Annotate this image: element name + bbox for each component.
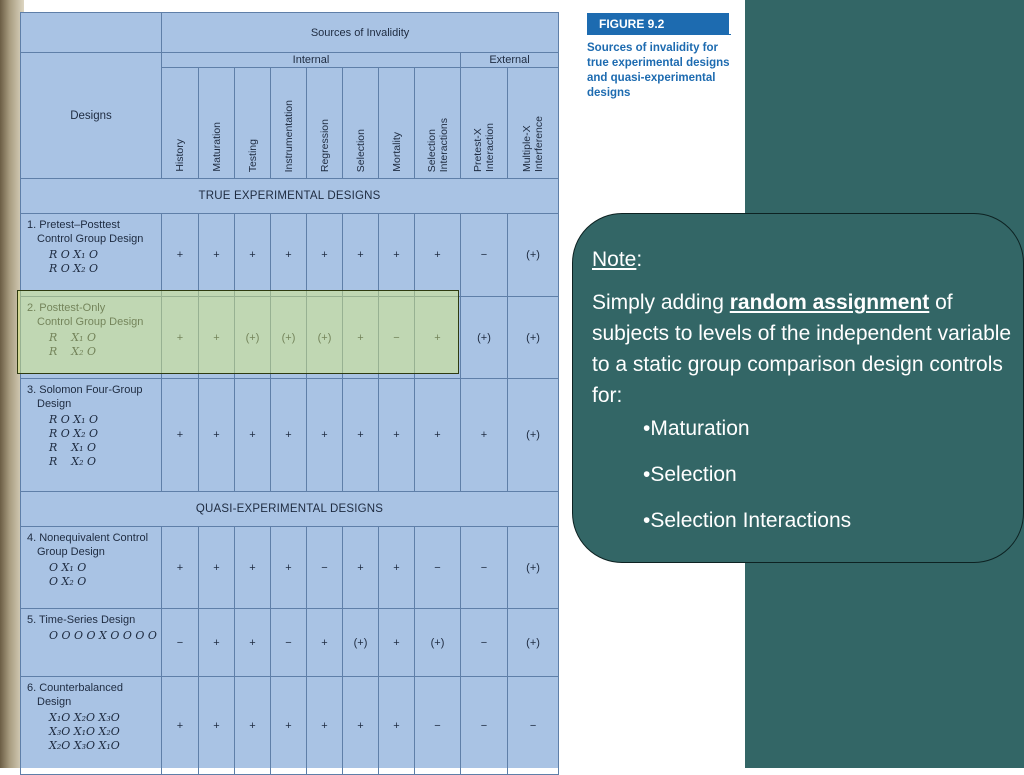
invalidity-mark: (+) bbox=[508, 297, 559, 379]
invalidity-mark: + bbox=[461, 379, 508, 492]
invalidity-mark: (+) bbox=[508, 214, 559, 297]
invalidity-mark: + bbox=[343, 677, 379, 775]
design-notation: R X₁ O R X₂ O bbox=[49, 331, 97, 358]
column-header-label: Instrumentation bbox=[282, 99, 295, 172]
design-notation: O X₁ O O X₂ O bbox=[49, 561, 87, 588]
invalidity-table-scan bbox=[20, 12, 558, 768]
note-body bbox=[592, 287, 1013, 411]
invalidity-mark: (+) bbox=[508, 379, 559, 492]
column-header bbox=[271, 68, 307, 179]
invalidity-mark: + bbox=[379, 379, 415, 492]
figure-tag: FIGURE 9.2 bbox=[587, 13, 729, 35]
design-name-cell bbox=[21, 379, 162, 492]
table-row bbox=[21, 379, 559, 492]
invalidity-mark: + bbox=[162, 527, 199, 609]
invalidity-mark: + bbox=[235, 527, 271, 609]
column-header bbox=[415, 68, 461, 179]
table-row bbox=[21, 677, 559, 775]
invalidity-mark: − bbox=[162, 609, 199, 677]
design-name-cell bbox=[21, 527, 162, 609]
note-heading bbox=[592, 244, 1013, 275]
note-callout bbox=[572, 213, 1024, 563]
design-notation: R O X₁ O R O X₂ O R X₁ O R X₂ O bbox=[49, 413, 99, 468]
invalidity-mark: + bbox=[271, 379, 307, 492]
invalidity-mark: + bbox=[235, 609, 271, 677]
design-name-continued: Design bbox=[37, 696, 72, 708]
internal-header: Internal bbox=[162, 53, 461, 68]
column-header bbox=[307, 68, 343, 179]
note-heading-label: Note bbox=[592, 248, 637, 271]
invalidity-mark: − bbox=[415, 527, 461, 609]
invalidity-mark: + bbox=[415, 379, 461, 492]
column-header-label: Multiple-X Interference bbox=[521, 115, 546, 172]
invalidity-mark: (+) bbox=[235, 297, 271, 379]
column-header-label: Selection bbox=[354, 128, 367, 172]
invalidity-mark: + bbox=[379, 609, 415, 677]
invalidity-mark: (+) bbox=[461, 297, 508, 379]
table-row bbox=[21, 527, 559, 609]
invalidity-mark: − bbox=[508, 677, 559, 775]
invalidity-mark: − bbox=[461, 527, 508, 609]
design-name-continued: Design bbox=[37, 398, 72, 410]
invalidity-mark: + bbox=[343, 527, 379, 609]
invalidity-mark: + bbox=[415, 297, 461, 379]
design-name-cell bbox=[21, 214, 162, 297]
invalidity-mark: − bbox=[461, 677, 508, 775]
note-bullet: •Maturation bbox=[643, 417, 750, 440]
note-heading-colon: : bbox=[636, 248, 643, 271]
table-row bbox=[21, 297, 559, 379]
invalidity-mark: + bbox=[379, 527, 415, 609]
column-header-label: Selection Interactions bbox=[425, 117, 450, 172]
invalidity-mark: − bbox=[307, 527, 343, 609]
column-header bbox=[199, 68, 235, 179]
design-name: 3. Solomon Four-Group bbox=[27, 384, 143, 396]
section-title: QUASI-EXPERIMENTAL DESIGNS bbox=[21, 492, 559, 527]
invalidity-mark: + bbox=[343, 214, 379, 297]
invalidity-mark: − bbox=[461, 214, 508, 297]
column-header bbox=[162, 68, 199, 179]
design-name-continued: Control Group Design bbox=[37, 316, 144, 328]
invalidity-mark: − bbox=[461, 609, 508, 677]
column-header-label: Regression bbox=[318, 118, 331, 172]
invalidity-mark: + bbox=[199, 379, 235, 492]
invalidity-mark: (+) bbox=[307, 297, 343, 379]
invalidity-mark: + bbox=[343, 379, 379, 492]
invalidity-mark: + bbox=[199, 297, 235, 379]
invalidity-mark: (+) bbox=[343, 609, 379, 677]
design-notation: R O X₁ O R O X₂ O bbox=[49, 248, 99, 275]
invalidity-mark: + bbox=[307, 379, 343, 492]
invalidity-mark: + bbox=[379, 677, 415, 775]
column-header-label: Testing bbox=[246, 138, 259, 172]
section-title: TRUE EXPERIMENTAL DESIGNS bbox=[21, 179, 559, 214]
invalidity-mark: + bbox=[162, 297, 199, 379]
column-header bbox=[508, 68, 559, 179]
external-header: External bbox=[461, 53, 559, 68]
invalidity-mark: (+) bbox=[415, 609, 461, 677]
design-name: 6. Counterbalanced bbox=[27, 682, 124, 694]
table-row bbox=[21, 214, 559, 297]
design-name-cell bbox=[21, 297, 162, 379]
invalidity-mark: + bbox=[307, 677, 343, 775]
note-text-after: of subjects to levels of the independent variable to a static group comparison design controls for: bbox=[592, 291, 1012, 407]
design-name-cell bbox=[21, 677, 162, 775]
invalidity-table bbox=[20, 12, 559, 775]
column-header-label: Maturation bbox=[210, 122, 223, 172]
invalidity-mark: + bbox=[162, 379, 199, 492]
invalidity-mark: + bbox=[199, 527, 235, 609]
design-name-continued: Control Group Design bbox=[37, 233, 144, 245]
designs-header: Designs bbox=[21, 53, 162, 179]
table-row bbox=[21, 609, 559, 677]
column-header-label: Mortality bbox=[390, 132, 403, 172]
design-name: 2. Posttest-Only bbox=[27, 302, 106, 314]
invalidity-mark: + bbox=[271, 527, 307, 609]
invalidity-mark: − bbox=[415, 677, 461, 775]
invalidity-mark: + bbox=[199, 214, 235, 297]
invalidity-mark: + bbox=[199, 609, 235, 677]
design-notation: O O O O X O O O O bbox=[49, 629, 157, 642]
figure-caption: Sources of invalidity for true experimental designs and quasi-experimental designs bbox=[587, 42, 730, 99]
invalidity-mark: + bbox=[271, 677, 307, 775]
invalidity-mark: + bbox=[235, 677, 271, 775]
design-name-continued: Group Design bbox=[37, 546, 105, 558]
column-header-label: Pretest-X Interaction bbox=[472, 122, 496, 172]
column-header bbox=[461, 68, 508, 179]
invalidity-mark: − bbox=[379, 297, 415, 379]
design-name: 4. Nonequivalent Control bbox=[27, 532, 149, 544]
invalidity-mark: + bbox=[379, 214, 415, 297]
invalidity-mark: + bbox=[235, 214, 271, 297]
design-notation: X₁O X₂O X₃O X₃O X₁O X₂O X₂O X₃O X₁O bbox=[49, 711, 120, 752]
note-bullet: •Selection Interactions bbox=[643, 509, 852, 532]
invalidity-mark: + bbox=[343, 297, 379, 379]
invalidity-mark: (+) bbox=[508, 609, 559, 677]
invalidity-mark: (+) bbox=[508, 527, 559, 609]
invalidity-mark: − bbox=[271, 609, 307, 677]
note-bullet-list bbox=[592, 413, 1013, 536]
design-name: 5. Time-Series Design bbox=[27, 614, 136, 626]
design-name-cell bbox=[21, 609, 162, 677]
invalidity-mark: + bbox=[235, 379, 271, 492]
invalidity-mark: + bbox=[271, 214, 307, 297]
column-header-label: History bbox=[174, 139, 186, 172]
design-name: 1. Pretest–Posttest bbox=[27, 219, 120, 231]
column-header bbox=[379, 68, 415, 179]
sources-of-invalidity-header: Sources of Invalidity bbox=[162, 13, 559, 53]
invalidity-mark: + bbox=[162, 677, 199, 775]
note-emphasis-random-assignment: random assignment bbox=[729, 291, 930, 314]
invalidity-mark: + bbox=[199, 677, 235, 775]
table-corner bbox=[21, 13, 162, 53]
invalidity-mark: + bbox=[415, 214, 461, 297]
invalidity-mark: + bbox=[307, 609, 343, 677]
invalidity-mark: + bbox=[162, 214, 199, 297]
column-header bbox=[235, 68, 271, 179]
invalidity-mark: + bbox=[307, 214, 343, 297]
note-bullet: •Selection bbox=[643, 463, 737, 486]
invalidity-mark: (+) bbox=[271, 297, 307, 379]
note-text-before: Simply adding bbox=[592, 291, 730, 314]
figure-tag-rule bbox=[706, 34, 731, 35]
column-header bbox=[343, 68, 379, 179]
